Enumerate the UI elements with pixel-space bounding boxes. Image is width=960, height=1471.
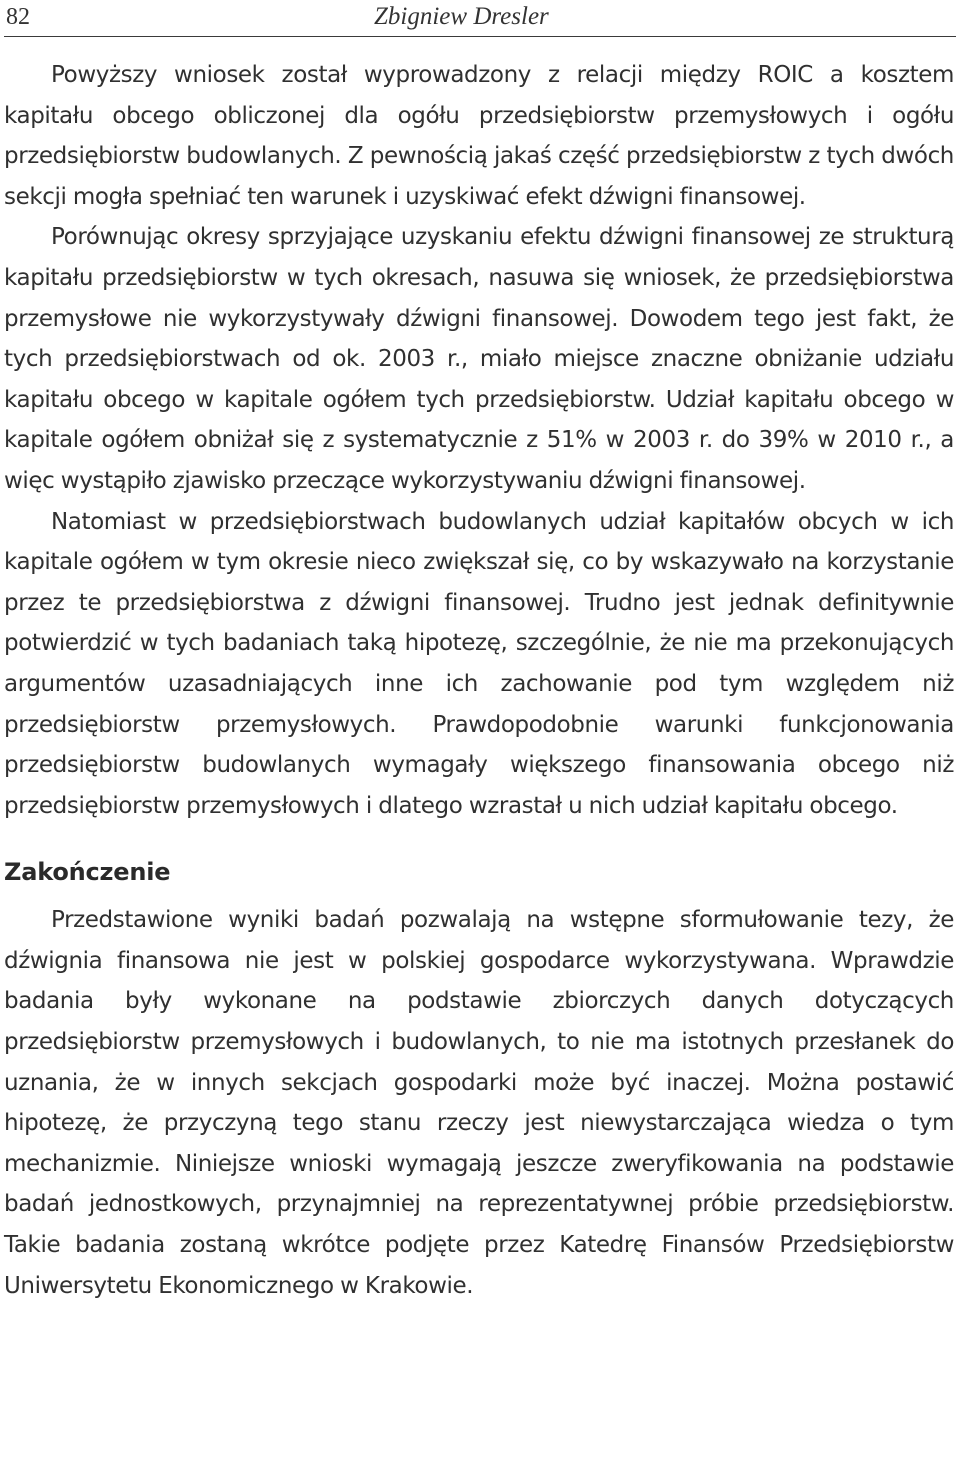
running-title-author: Zbigniew Dresler <box>374 3 549 30</box>
running-header <box>4 0 956 37</box>
paragraph-3: Natomiast w przedsiębiorstwach budowlanych udział kapitałów obcych w ich kapitale ogółem w tym okresie nieco zwiększał się, co by wskazywało na korzystanie przez te przedsiębiorstwa z dźwigni finansowej. Trudno jest jednak definitywnie potwierdzić w tych badaniach taką hipotezę, szczególnie, że nie ma przekonujących argumentów uzasadniających inne ich zachowanie pod tym względem niż przedsiębiorstw przemysłowych. Prawdopodobnie warunki funkcjonowania przedsiębiorstw budowlanych wymagały większego finansowania obcego niż przedsiębiorstw przemysłowych i dlatego wzrastał u nich udział kapitału obcego. <box>4 508 954 819</box>
paragraph-2: Porównując okresy sprzyjające uzyskaniu efektu dźwigni finansowej ze strukturą kapitału przedsiębiorstw w tych okresach, nasuwa się wniosek, że przedsiębiorstwa przemysłowe nie wykorzystywały dźwigni finansowej. Dowodem tego jest fakt, że tych przedsiębiorstwach od ok. 2003 r., miało miejsce znaczne obniżanie udziału kapitału obcego w kapitale ogółem tych przedsiębiorstw. Udział kapitału obcego w kapitale ogółem obniżał się z systematycznie z 51% w 2003 r. do 39% w 2010 r., a więc wystąpiło zjawisko przeczące wykorzystywaniu dźwigni finansowej. <box>4 224 954 494</box>
page-number: 82 <box>6 4 30 30</box>
body-text <box>4 55 954 1306</box>
section-heading: Zakończenie <box>4 858 171 887</box>
paragraph-1: Powyższy wniosek został wyprowadzony z relacji między ROIC a kosztem kapitału obcego obliczonej dla ogółu przedsiębiorstw przemysłowych i ogółu przedsiębiorstw budowlanych. Z pewnością jakaś część przedsiębiorstw z tych dwóch sekcji mogła spełniać ten warunek i uzyskiwać efekt dźwigni finansowej. <box>4 62 954 210</box>
conclusion-paragraph: Przedstawione wyniki badań pozwalają na wstępne sformułowanie tezy, że dźwignia finansowa nie jest w polskiej gospodarce wykorzystywana. Wprawdzie badania były wykonane na podstawie zbiorczych danych dotyczących przedsiębiorstw przemysłowych i budowlanych, to nie ma istotnych przesłanek do uznania, że w innych sekcjach gospodarki może być inaczej. Można postawić hipotezę, że przyczyną tego stanu rzeczy jest niewystarczająca wiedza o tym mechanizmie. Niniejsze wnioski wymagają jeszcze zweryfikowania na podstawie badań jednostkowych, przynajmniej na reprezentatywnej próbie przedsiębiorstw. Takie badania zostaną wkrótce podjęte przez Katedrę Finansów Przedsiębiorstw Uniwersytetu Ekonomicznego w Krakowie. <box>4 907 954 1299</box>
